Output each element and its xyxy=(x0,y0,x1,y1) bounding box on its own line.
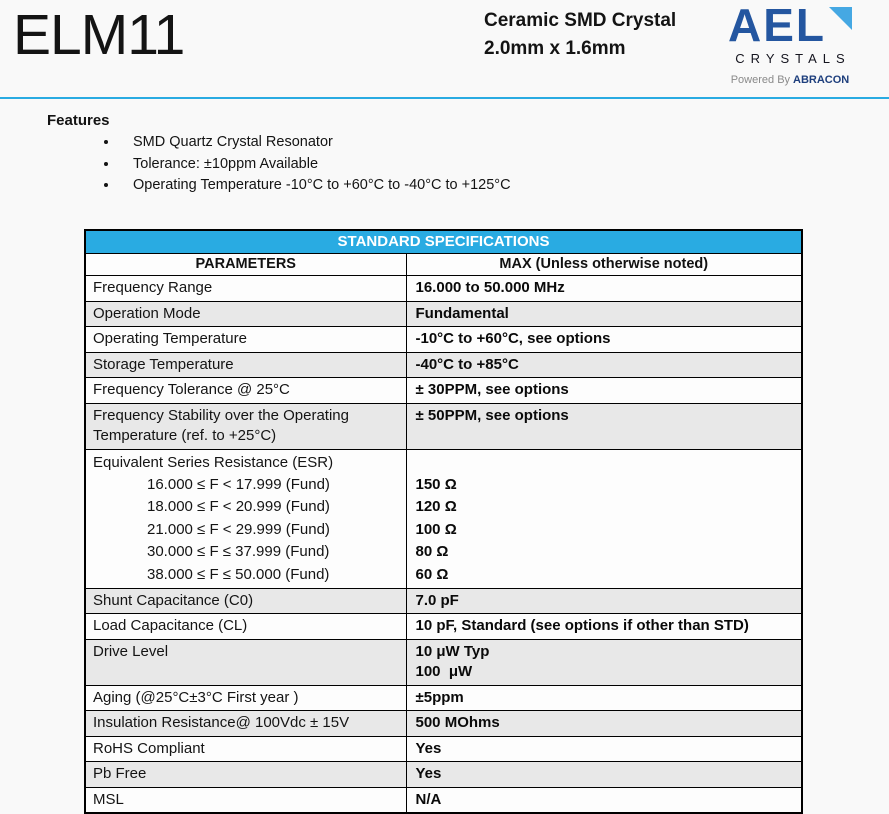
value-cell xyxy=(406,327,802,353)
spec-row xyxy=(85,614,802,640)
powered-by-line xyxy=(705,74,875,86)
esr-value: 80 Ω xyxy=(415,543,449,561)
feature-item: • Operating Temperature -10°C to +60°C to -40°C to +125°C xyxy=(119,178,747,193)
value-cell xyxy=(406,639,802,685)
value-cell xyxy=(406,711,802,737)
spec-row xyxy=(85,762,802,788)
esr-range-label: 21.000 ≤ F < 29.999 (Fund) xyxy=(147,520,330,538)
param-cell: Storage Temperature xyxy=(85,352,406,378)
spec-row xyxy=(85,276,802,302)
ael-logo-text: AEL xyxy=(728,0,826,51)
value-line: ± 30PPM, see options xyxy=(415,381,569,398)
esr-value: 60 Ω xyxy=(415,565,449,583)
param-cell: Operation Mode xyxy=(85,301,406,327)
esr-range-label: 30.000 ≤ F ≤ 37.999 (Fund) xyxy=(147,543,330,561)
value-line: 10 μW Typ xyxy=(415,642,490,660)
spec-row xyxy=(85,639,802,685)
value-cell xyxy=(406,762,802,788)
param-cell: Frequency Tolerance @ 25°C xyxy=(85,378,406,404)
spec-table-section xyxy=(84,229,803,814)
value-blank-line xyxy=(416,452,796,474)
value-line: Yes xyxy=(415,739,442,757)
spec-row xyxy=(85,378,802,404)
esr-range-label: 16.000 ≤ F < 17.999 (Fund) xyxy=(147,475,330,493)
value-cell xyxy=(406,787,802,813)
param-cell: Load Capacitance (CL) xyxy=(85,614,406,640)
crystals-logo-text: CRYSTALS xyxy=(735,51,851,66)
param-cell: Drive Level xyxy=(85,639,406,685)
value-cell xyxy=(406,736,802,762)
features-heading: Features xyxy=(47,112,110,129)
value-line: ±5ppm xyxy=(415,688,464,706)
spec-row xyxy=(85,352,802,378)
esr-range-label: 18.000 ≤ F < 20.999 (Fund) xyxy=(147,498,330,516)
spec-row xyxy=(85,327,802,353)
value-cell xyxy=(406,685,802,711)
feature-item: • SMD Quartz Crystal Resonator xyxy=(119,135,747,150)
value-line: ± 50PPM, see options xyxy=(415,406,569,424)
spec-row xyxy=(85,588,802,614)
param-cell: Frequency Range xyxy=(85,276,406,302)
spec-row xyxy=(85,736,802,762)
spec-row xyxy=(85,449,802,588)
param-cell: RoHS Compliant xyxy=(85,736,406,762)
ael-logo xyxy=(705,0,875,86)
param-cell: Aging (@25°C±3°C First year ) xyxy=(85,685,406,711)
value-cell xyxy=(406,276,802,302)
value-line: -40°C to +85°C xyxy=(415,355,519,373)
value-cell xyxy=(406,378,802,404)
value-line: 100 μW xyxy=(415,663,473,681)
param-cell: Pb Free xyxy=(85,762,406,788)
spec-row xyxy=(85,301,802,327)
value-cell xyxy=(406,301,802,327)
spec-row xyxy=(85,787,802,813)
powered-by-label: Powered By xyxy=(730,74,791,86)
spec-table xyxy=(84,229,803,814)
param-cell: Frequency Stability over the Operating Temperature (ref. to +25°C) xyxy=(85,403,406,449)
value-line: Fundamental xyxy=(415,304,509,322)
part-number-title: ELM11 xyxy=(13,3,185,67)
param-cell: Shunt Capacitance (C0) xyxy=(85,588,406,614)
ael-logo-wordmark xyxy=(705,0,875,51)
value-cell xyxy=(406,614,802,640)
feature-item: • Tolerance: ±10ppm Available xyxy=(119,157,747,172)
value-line: 500 MOhms xyxy=(415,714,500,732)
value-line: 7.0 pF xyxy=(415,591,459,609)
value-line: Yes xyxy=(415,765,442,783)
value-cell xyxy=(406,449,802,588)
spec-table-header-row xyxy=(85,254,802,276)
esr-value: 120 Ω xyxy=(415,498,457,516)
column-header-parameters: PARAMETERS xyxy=(85,254,406,276)
features-section xyxy=(47,112,747,200)
spec-row xyxy=(85,403,802,449)
product-title-line1: Ceramic SMD Crystal xyxy=(484,10,677,31)
param-cell: MSL xyxy=(85,787,406,813)
spec-table-title: STANDARD SPECIFICATIONS xyxy=(85,230,802,254)
value-cell xyxy=(406,588,802,614)
abracon-brand: ABRACON xyxy=(793,74,850,86)
param-label: Equivalent Series Resistance (ESR) xyxy=(93,453,334,471)
logo-triangle-icon xyxy=(829,7,852,30)
spec-table-body xyxy=(85,230,802,813)
product-title xyxy=(484,7,676,63)
header-divider xyxy=(0,97,889,99)
value-cell xyxy=(406,403,802,449)
spec-row xyxy=(85,711,802,737)
column-header-max: MAX (Unless otherwise noted) xyxy=(406,254,802,276)
esr-value: 100 Ω xyxy=(415,520,457,538)
features-list xyxy=(47,135,747,193)
value-line: 10 pF, Standard (see options if other than STD) xyxy=(415,617,749,635)
value-line: -10°C to +60°C, see options xyxy=(415,330,611,347)
param-cell xyxy=(85,449,406,588)
spec-table-title-row xyxy=(85,230,802,254)
esr-value: 150 Ω xyxy=(415,475,457,493)
spec-row xyxy=(85,685,802,711)
header xyxy=(0,0,889,99)
param-cell: Operating Temperature xyxy=(85,327,406,353)
value-line: 16.000 to 50.000 MHz xyxy=(415,279,565,296)
param-cell: Insulation Resistance@ 100Vdc ± 15V xyxy=(85,711,406,737)
product-title-line2: 2.0mm x 1.6mm xyxy=(484,38,626,59)
esr-range-label: 38.000 ≤ F ≤ 50.000 (Fund) xyxy=(147,565,330,583)
value-cell xyxy=(406,352,802,378)
value-line: N/A xyxy=(415,790,442,808)
